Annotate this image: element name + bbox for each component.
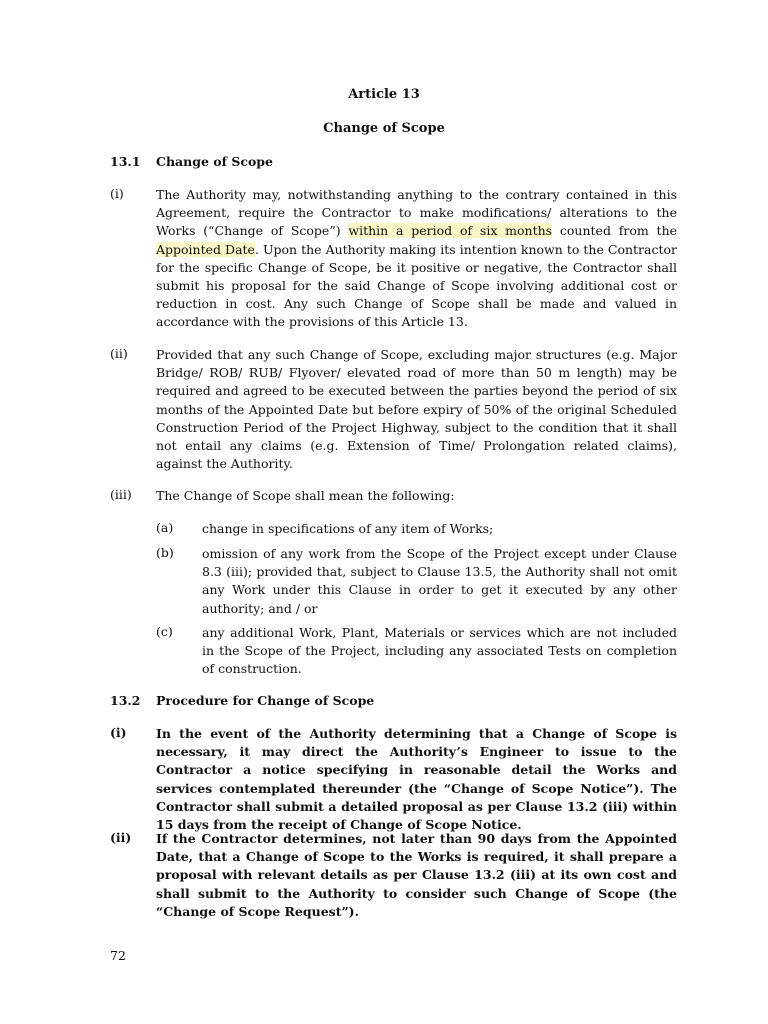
clause-label-13-1-ii: (ii) (110, 346, 128, 361)
item-text-a: change in specifications of any item of Works; (202, 521, 494, 536)
article-title: Article 13 (348, 87, 420, 102)
clause-text-13-1-i (156, 186, 677, 332)
clause-label-13-1-i: (i) (110, 186, 124, 201)
clause-label-13-2-ii: (ii) (110, 830, 132, 845)
highlight-six-months: within a period of six months (348, 223, 553, 239)
clause-text-13-1-ii: Provided that any such Change of Scope, excluding major structures (e.g. Major Bridge/ ROB/ RUB/ Flyover/ elevated road of more than 50 m length) may be required and agreed to be executed between the parties beyond the period of six months of the Appointed Date but before expiry of 50% of the original Scheduled Construction Period of the Project Highway, subject to the condition that it shall not entail any claims (e.g. Extension of Time/ Prolongation related claims), against the Authority. (156, 347, 677, 472)
item-label-c: (c) (156, 624, 173, 639)
item-label-b: (b) (156, 545, 174, 560)
clause-text-13-1-iii: The Change of Scope shall mean the following: (156, 488, 455, 503)
section-heading-13-2: Procedure for Change of Scope (156, 693, 375, 708)
item-text-b: omission of any work from the Scope of the Project except under Clause 8.3 (iii); provided that, subject to Clause 13.5, the Authority shall not omit any Work under this Clause in order to get it executed by any other authority; and / or (202, 546, 677, 616)
section-number-13-2: 13.2 (110, 693, 141, 708)
clause-text-13-2-ii: If the Contractor determines, not later than 90 days from the Appointed Date, that a Change of Scope to the Works is required, it shall prepare a proposal with relevant details as per Clause 13.2 (iii) at its own cost and shall submit to the Authority to consider such Change of Scope (the “Change of Scope Request”). (156, 831, 677, 919)
item-label-a: (a) (156, 520, 174, 535)
page-number: 72 (110, 948, 126, 963)
clause-text-part: The Authority may, notwithstanding anything to the contrary contained in this Agreement, require the Contractor to make modifications/ alterations to the Works (“Change of Scope”) (156, 187, 677, 239)
clause-label-13-2-i: (i) (110, 725, 127, 740)
item-text-c: any additional Work, Plant, Materials or services which are not included in the Scope of the Project, including any associated Tests on completion of construction. (202, 625, 677, 677)
clause-text-part: counted from the (552, 223, 678, 239)
highlight-appointed-date: Appointed Date (156, 241, 255, 257)
section-heading-13-1: Change of Scope (156, 154, 274, 169)
clause-label-13-1-iii: (iii) (110, 487, 132, 502)
section-number-13-1: 13.1 (110, 154, 141, 169)
article-subtitle: Change of Scope (323, 121, 445, 136)
clause-text-part: . Upon the Authority making its intention known to the Contractor for the specific Change of Scope, be it positive or negative, the Contractor shall submit his proposal for the said Change of Scope involving additional cost or reduction in cost. Any such Change of Scope shall be made and valued in accordance with the provisions of this Article 13. (156, 241, 677, 330)
clause-text-13-2-i: In the event of the Authority determining that a Change of Scope is necessary, it may direct the Authority’s Engineer to issue to the Contractor a notice specifying in reasonable detail the Works and services contemplated thereunder (the “Change of Scope Notice”). The Contractor shall submit a detailed proposal as per Clause 13.2 (iii) within 15 days from the receipt of Change of Scope Notice. (156, 726, 677, 833)
